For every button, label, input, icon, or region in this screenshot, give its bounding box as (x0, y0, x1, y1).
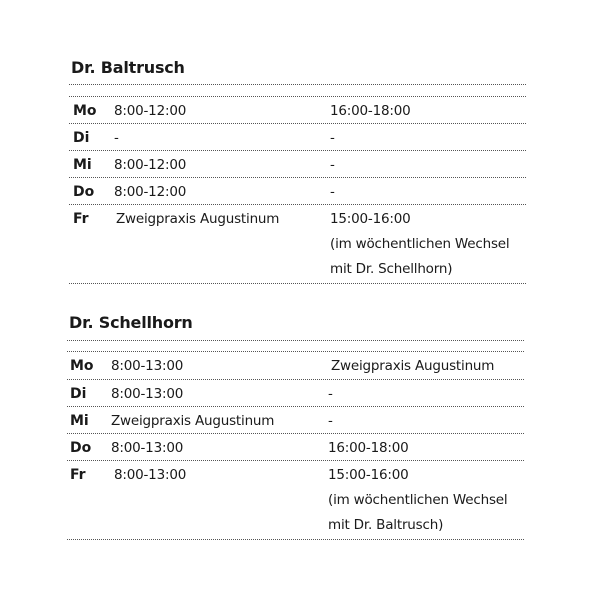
table-row (0, 151, 595, 178)
afternoon-hours: Zweigpraxis Augustinum (331, 358, 495, 374)
morning-hours: 8:00-12:00 (114, 157, 187, 173)
afternoon-hours: 16:00-18:00 (330, 103, 411, 119)
afternoon-hours: - (328, 413, 333, 429)
morning-hours: 8:00-12:00 (114, 184, 187, 200)
morning-hours: - (114, 130, 119, 146)
weekday-label: Do (70, 440, 92, 456)
title-divider (69, 84, 526, 85)
morning-hours: 8:00-13:00 (111, 440, 184, 456)
afternoon-hours-line: 15:00-16:00 (330, 211, 411, 227)
afternoon-hours-line: 15:00-16:00 (328, 467, 409, 483)
morning-hours: Zweigpraxis Augustinum (111, 413, 275, 429)
table-row (0, 434, 595, 461)
weekday-label: Fr (73, 211, 89, 227)
table-row (0, 178, 595, 205)
afternoon-hours (330, 207, 509, 282)
morning-hours: Zweigpraxis Augustinum (116, 211, 280, 227)
morning-hours: 8:00-13:00 (114, 467, 187, 483)
afternoon-note-line: mit Dr. Baltrusch) (328, 517, 444, 533)
weekday-label: Mi (73, 157, 92, 173)
weekday-label: Di (70, 386, 87, 402)
afternoon-hours: - (330, 130, 335, 146)
table-row (0, 461, 595, 539)
afternoon-hours: 16:00-18:00 (328, 440, 409, 456)
table-bottom-divider (67, 539, 524, 540)
weekday-label: Fr (70, 467, 86, 483)
afternoon-hours: - (330, 157, 335, 173)
title-divider (67, 340, 524, 341)
table-row (0, 205, 595, 283)
afternoon-hours (328, 463, 507, 538)
table-row (0, 380, 595, 407)
weekday-label: Di (73, 130, 90, 146)
weekday-label: Mi (70, 413, 89, 429)
table-row (0, 352, 595, 379)
weekday-label: Do (73, 184, 95, 200)
table-row (0, 124, 595, 151)
afternoon-hours: - (328, 386, 333, 402)
table-bottom-divider (69, 283, 526, 284)
morning-hours: 8:00-13:00 (111, 358, 184, 374)
morning-hours: 8:00-13:00 (111, 386, 184, 402)
afternoon-note-line: (im wöchentlichen Wechsel (330, 236, 510, 252)
afternoon-hours: - (330, 184, 335, 200)
table-row (0, 407, 595, 434)
doctor-name: Dr. Schellhorn (69, 313, 193, 332)
afternoon-note-line: mit Dr. Schellhorn) (330, 261, 453, 277)
weekday-label: Mo (73, 103, 97, 119)
table-row (0, 97, 595, 124)
weekday-label: Mo (70, 358, 94, 374)
morning-hours: 8:00-12:00 (114, 103, 187, 119)
afternoon-note-line: (im wöchentlichen Wechsel (328, 492, 508, 508)
doctor-name: Dr. Baltrusch (71, 58, 185, 77)
